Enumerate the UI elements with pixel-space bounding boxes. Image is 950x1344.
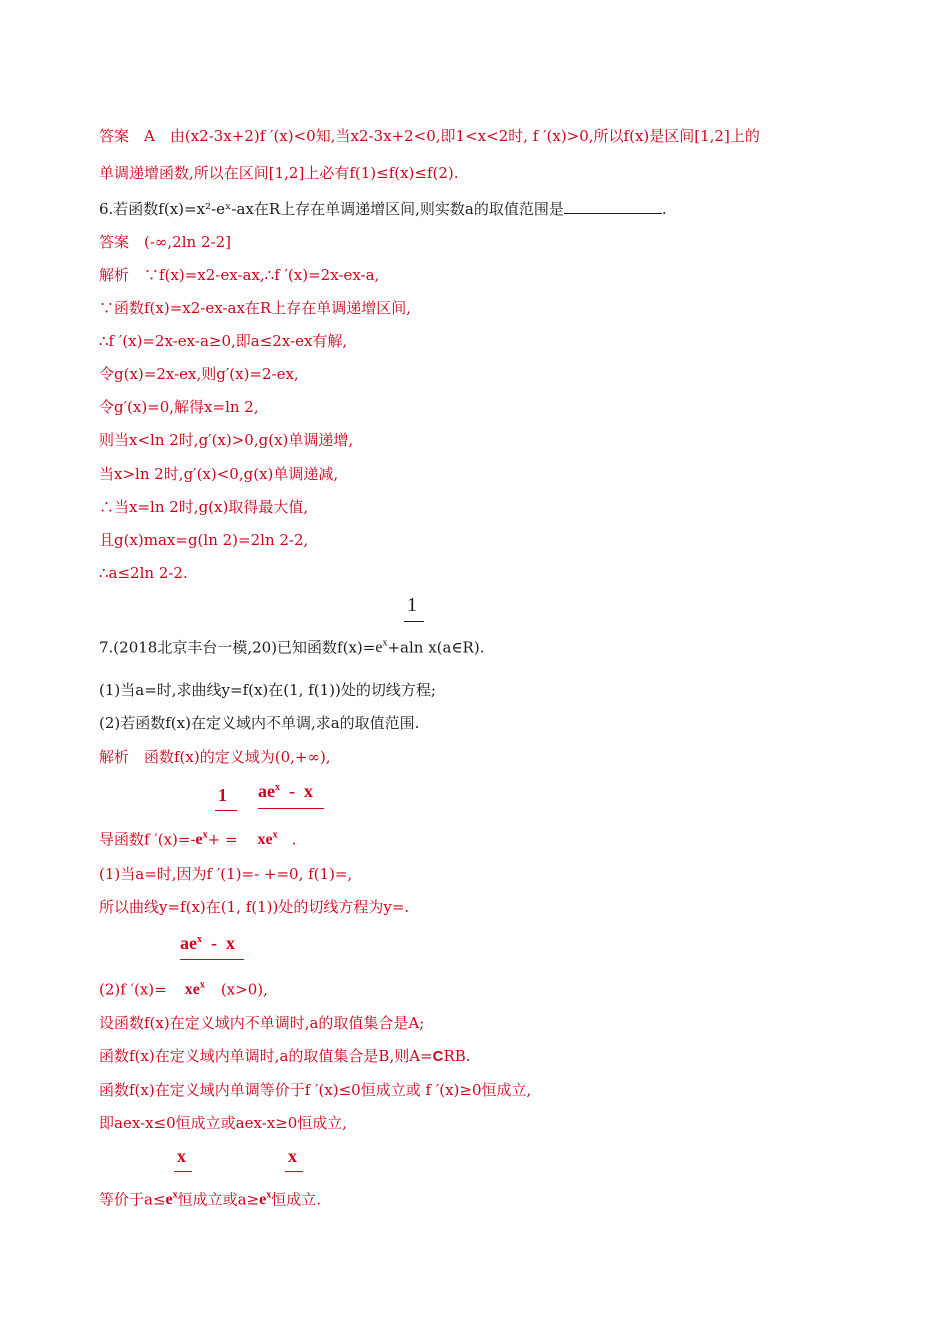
solution-7-line-4: 所以曲线y=f(x)在(1, f(1))处的切线方程为y=. bbox=[99, 898, 410, 916]
period: . bbox=[291, 830, 297, 849]
frac3-denominator: $xe^x$ bbox=[184, 980, 205, 999]
solution-6-line-3: ∴f ′(x)=2x-ex-a≥0,即a≤2x-ex有解, bbox=[99, 332, 348, 350]
frac4-bar bbox=[174, 1171, 192, 1172]
solution-7-line-1: 解析 函数f(x)的定义域为(0,+∞), bbox=[99, 748, 331, 766]
problem-7-part-1: (1)当a=时,求曲线y=f(x)在(1, f(1))处的切线方程; bbox=[99, 681, 436, 699]
solution-7-line-6: 设函数f(x)在定义域内不单调时,a的取值集合是A; bbox=[99, 1014, 425, 1032]
frac2-bar bbox=[258, 808, 324, 809]
frac4-numerator: x bbox=[177, 1146, 186, 1166]
solution-7-line-9: 即aex-x≤0恒成立或aex-x≥0恒成立, bbox=[99, 1114, 348, 1132]
frac5-numerator: x bbox=[288, 1146, 297, 1166]
frac2-numerator: $ae^x$ - x bbox=[258, 781, 313, 801]
solution-6-line-7: 当x>ln 2时,g′(x)<0,g(x)单调递减, bbox=[99, 465, 339, 483]
set-text-tail: RB. bbox=[443, 1047, 471, 1065]
solution-6-line-8: ∴当x=ln 2时,g(x)取得最大值, bbox=[99, 498, 309, 516]
answer-6: 答案 (-∞,2ln 2-2] bbox=[99, 233, 231, 251]
derivative-label: 导函数f ′(x)=- bbox=[99, 830, 196, 849]
domain-note: (x>0), bbox=[220, 980, 268, 999]
fraction-numerator-1: 1 bbox=[407, 594, 417, 616]
equiv-text-2: 恒成立或a≥ bbox=[177, 1190, 260, 1209]
solution-6-line-6: 则当x<ln 2时,g′(x)>0,g(x)单调递增, bbox=[99, 431, 354, 449]
problem-7-part-2: (2)若函数f(x)在定义域内不单调,求a的取值范围. bbox=[99, 714, 420, 732]
solution-6-line-4: 令g(x)=2x-ex,则g′(x)=2-ex, bbox=[99, 365, 299, 383]
frac3-bar bbox=[180, 959, 244, 960]
problem-6-statement: 6.若函数f(x)=x²-eˣ-ax在R上存在单调递增区间,则实数a的取值范围是 . bbox=[99, 200, 667, 218]
problem-7-text-tail: +aln x(a∈R). bbox=[387, 638, 485, 657]
answer-blank bbox=[564, 199, 662, 214]
frac5-bar bbox=[285, 1171, 303, 1172]
solution-6-line-5: 令g′(x)=0,解得x=ln 2, bbox=[99, 398, 259, 416]
answer-5-line-1: 答案 A 由(x2-3x+2)f ′(x)<0知,当x2-3x+2<0,即1<x<2时, f ′(x)>0,所以f(x)是区间[1,2]上的 bbox=[99, 127, 760, 145]
part2-label: (2)f ′(x)= bbox=[99, 980, 167, 999]
solution-7-line-7 bbox=[99, 1046, 471, 1067]
equiv-text-1: 等价于a≤ bbox=[99, 1190, 166, 1209]
problem-7-text: 7.(2018北京丰台一模,20)已知函数f(x)= bbox=[99, 638, 376, 657]
solution-7-part2 bbox=[99, 976, 268, 1000]
solution-6-line-2: ∵函数f(x)=x2-ex-ax在R上存在单调递增区间, bbox=[99, 299, 411, 317]
set-text: 函数f(x)在定义域内单调时,a的取值集合是B,则A= bbox=[99, 1047, 433, 1065]
answer-5-line-2: 单调递增函数,所以在区间[1,2]上必有f(1)≤f(x)≤f(2). bbox=[99, 164, 459, 182]
problem-7-statement bbox=[99, 634, 484, 658]
exponent-x: x bbox=[382, 638, 388, 649]
derivative-middle: + = bbox=[207, 830, 238, 849]
complement-symbol: C bbox=[432, 1048, 444, 1065]
e-symbol: e bbox=[375, 639, 383, 657]
solution-7-derivative bbox=[99, 826, 296, 850]
fraction-bar bbox=[404, 621, 424, 622]
frac2-denominator: $xe^x$ bbox=[257, 830, 278, 849]
solution-6-line-1: 解析 ∵f(x)=x2-ex-ax,∴f ′(x)=2x-ex-a, bbox=[99, 266, 380, 284]
solution-7-line-3: (1)当a=时,因为f ′(1)=- +=0, f(1)=, bbox=[99, 865, 353, 883]
equiv-text-3: 恒成立. bbox=[271, 1190, 322, 1209]
solution-6-line-10: ∴a≤2ln 2-2. bbox=[99, 564, 188, 582]
problem-6-text: 6.若函数f(x)=x²-eˣ-ax在R上存在单调递增区间,则实数a的取值范围是 bbox=[99, 200, 564, 218]
frac1-denominator: $e^x$ bbox=[195, 830, 208, 849]
solution-6-line-9: 且g(x)max=g(ln 2)=2ln 2-2, bbox=[99, 531, 309, 549]
solution-7-line-10 bbox=[99, 1186, 321, 1210]
frac1-numerator: 1 bbox=[218, 785, 227, 805]
frac1-bar bbox=[215, 810, 237, 811]
frac5-denominator: $e^x$ bbox=[259, 1190, 272, 1209]
solution-7-line-8: 函数f(x)在定义域内单调等价于f ′(x)≤0恒成立或 f ′(x)≥0恒成立, bbox=[99, 1081, 532, 1099]
frac4-denominator: $e^x$ bbox=[165, 1190, 178, 1209]
frac3-numerator: $ae^x$ - x bbox=[180, 933, 235, 953]
